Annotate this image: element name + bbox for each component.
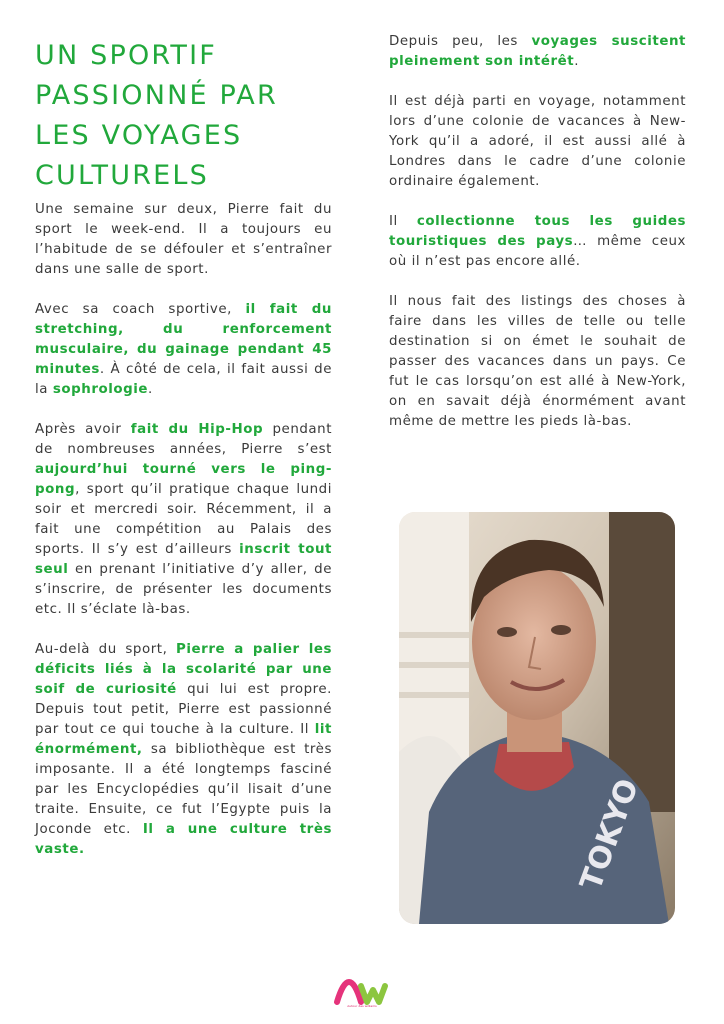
right-column xyxy=(389,32,686,452)
shirt-text: TOKYO xyxy=(573,774,646,895)
highlight-ping-pong: aujourd’hui tourné vers le ping-pong xyxy=(35,462,332,497)
highlight-sophrologie: sophrologie xyxy=(52,382,149,397)
highlight-lit: lit énormément, xyxy=(35,722,332,757)
highlight-stretching: il fait du stretching, du renforcement musculaire, du gainage pendant 45 minutes xyxy=(35,302,333,377)
left-column xyxy=(35,200,332,880)
paragraph-coach: Avec sa coach sportive, il fait du stretching, du renforcement musculaire, du gainage pendant 45 minutes. À côté de cela, il fait aussi de la sophrologie. xyxy=(35,302,333,397)
paragraph-culture: Au-delà du sport, Pierre a palier les déficits liés à la scolarité par une soif de curiosité qui lui est propre. Depuis tout petit, Pierre est passionné par tout ce qui touche à la culture. Il lit énormément, sa bibliothèque est très imposante. Il a été longtemps fasciné par les Encyclopédies qu’il lisait d’une traite. Ensuite, ce fut l’Egypte puis la Joconde etc. Il a une culture très vaste. xyxy=(35,642,332,857)
paragraph-ping-pong: Après avoir fait du Hip-Hop pendant de nombreuses années, Pierre s’est aujourd’hui tourné vers le ping-pong, sport qu’il pratique chaque lundi soir et mercredi soir. Récemment, il a fait une compétition au Palais des sports. Il s’y est d’ailleurs inscrit tout seul en prenant l’initiative d’y aller, de s’inscrire, de présenter les documents etc. Il s’éclate là-bas. xyxy=(35,422,332,617)
highlight-voyages: voyages suscitent pleinement son intérêt xyxy=(389,34,686,69)
highlight-guides: collectionne tous les guides touristiques des pays xyxy=(389,214,687,249)
paragraph-guides: Il collectionne tous les guides touristiques des pays… même ceux où il n’est pas encore allé. xyxy=(389,214,687,269)
logo-tagline: Autour des williams xyxy=(347,1004,377,1008)
paragraph-sport-weekend: Une semaine sur deux, Pierre fait du sport le week-end. Il a toujours eu l’habitude de se défouler et s’entraîner dans une salle de sport. xyxy=(35,202,332,277)
highlight-inscrit: inscrit tout seul xyxy=(35,542,332,577)
highlight-culture-vaste: Il a une culture très vaste. xyxy=(35,822,332,857)
paragraph-listings: Il nous fait des listings des choses à faire dans les villes de telle ou telle destination si on émet le souhait de passer des vacances dans un pays. Ce fut le cas lorsqu’on est allé à New-York, on en savait déjà énormément avant même de mettre les pieds là-bas. xyxy=(389,294,686,429)
portrait-photo xyxy=(399,512,675,924)
paragraph-voyages: Depuis peu, les voyages suscitent pleinement son intérêt. xyxy=(389,34,686,69)
page-title: UN SPORTIF PASSIONNÉ PAR LES VOYAGES CULTURELS xyxy=(35,40,278,191)
highlight-curiosite: Pierre a palier les déficits liés à la scolarité par une soif de curiosité xyxy=(35,642,332,697)
highlight-hip-hop: fait du Hip-Hop xyxy=(130,422,264,437)
logo-text: AW xyxy=(361,1008,363,1009)
paragraph-colonie: Il est déjà parti en voyage, notamment lors d’une colonie de vacances à New-York qu’il a adoré, il est aussi allé à Londres dans le cadre d’une colonie ordinaire également. xyxy=(389,94,686,189)
